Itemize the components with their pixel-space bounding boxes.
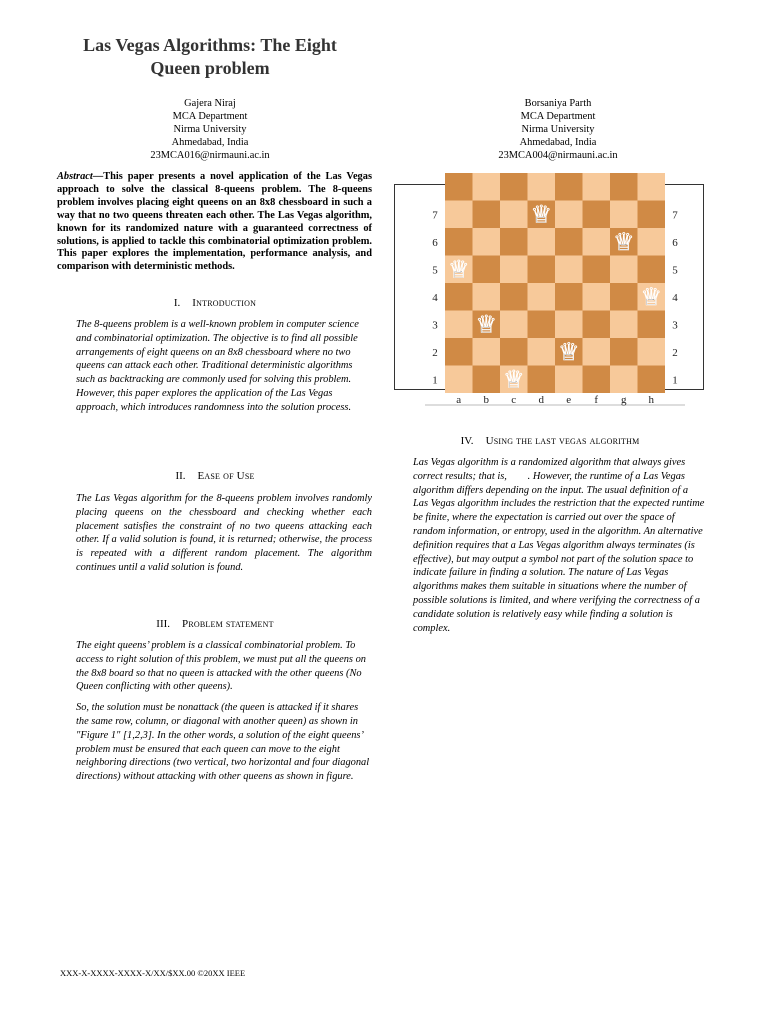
board-square [555, 228, 583, 256]
file-label: c [511, 394, 517, 406]
section-body-problem-statement [76, 639, 372, 784]
title-line-1: Las Vegas Algorithms: The Eight [83, 35, 337, 55]
queen-piece: ♕ [502, 365, 525, 394]
rank-label-right: 7 [672, 209, 678, 222]
section-title: Problem statement [182, 618, 274, 630]
author-email: 23MCA016@nirmauni.ac.in [150, 150, 270, 161]
board-square [528, 256, 556, 284]
file-label: d [538, 394, 544, 406]
board-square [610, 366, 638, 394]
board-square [638, 256, 666, 284]
queen-piece: ♕ [557, 337, 580, 366]
board-square [445, 201, 473, 229]
abstract-text: —This paper presents a novel application of the Las Vegas approach to solve the classical 8-queens problem. The 8-queens problem involves placing eight queens on an 8x8 chessboard in such a way that no two queens threaten each other. The Las Vegas algorithm, known for its randomized nature with a guaranteed correctness of solutions, is applied to tackle this combinatorial optimization problem. This paper explores the implementation, performance analysis, and comparison with deterministic methods. [57, 171, 372, 273]
board-square [555, 283, 583, 311]
rank-label-left: 5 [432, 264, 438, 277]
board-square [500, 311, 528, 339]
rank-label-right: 1 [672, 374, 678, 387]
rank-label-right: 6 [672, 236, 678, 249]
section-heading-las-vegas [400, 435, 700, 448]
board-square [638, 201, 666, 229]
author-city: Ahmedabad, India [519, 137, 597, 148]
board-square [473, 283, 501, 311]
board-square [583, 338, 611, 366]
paragraph: The eight queens’ problem is a classical combinatorial problem. To access to right solution of this problem, we must put all the queens on the 8x8 board so that no queen is attacked with the other queens (No Queen conflicting with other queens). [76, 640, 366, 693]
board-square [528, 366, 556, 394]
copyright-footer: XXX-X-XXXX-XXXX-X/XX/$XX.00 ©20XX IEEE [60, 968, 246, 978]
board-square [555, 201, 583, 229]
board-square [583, 201, 611, 229]
board-square [445, 173, 473, 201]
author-dept: MCA Department [520, 111, 596, 122]
queen-piece: ♕ [475, 310, 498, 339]
board-square [610, 283, 638, 311]
board-square [473, 201, 501, 229]
figure-chessboard [394, 184, 704, 406]
board-square [610, 173, 638, 201]
board-square [638, 311, 666, 339]
queen-piece: ♕ [612, 227, 635, 256]
board-square [610, 256, 638, 284]
section-title: Ease of Use [197, 470, 255, 482]
section-title: Using the last vegas algorithm [485, 435, 640, 447]
board-square [445, 228, 473, 256]
queen-piece: ♕ [447, 255, 470, 284]
board-square [500, 283, 528, 311]
rank-label-left: 4 [432, 291, 438, 304]
board-square [610, 201, 638, 229]
author-email: 23MCA004@nirmauni.ac.in [498, 150, 618, 161]
section-body-las-vegas [413, 456, 705, 635]
paragraph: So, the solution must be nonattack (the queen is attacked if it shares the same row, column, or diagonal with another queen) as shown in "Figure 1" [1,2,3]. In the other words, a solution of the eight queens’ problem must be ensured that each queen can move to the eight neighboring directions (two vertical, two horizontal and four diagonal directions) without attacking with other queens as shown in figure. [76, 702, 370, 783]
board-square [500, 201, 528, 229]
rank-label-left: 3 [432, 319, 438, 332]
board-square [555, 311, 583, 339]
board-square [528, 228, 556, 256]
board-square [555, 256, 583, 284]
rank-label-right: 3 [672, 319, 678, 332]
board-square [555, 366, 583, 394]
paragraph: The 8-queens problem is a well-known problem in computer science and combinatorial optimization. The objective is to find all possible arrangements of eight queens on an 8x8 chessboard where no two queens can attack each other. Traditional deterministic algorithms such as backtracking are commonly used for solving this problem. However, this paper explores the application of the Las Vegas approach, which introduces randomness into the solution process. [76, 319, 359, 413]
board-square [445, 338, 473, 366]
rank-label-right: 2 [672, 346, 678, 359]
board-square [473, 256, 501, 284]
rank-label-left: 7 [432, 209, 438, 222]
file-label: a [456, 394, 462, 406]
section-body-introduction [76, 318, 372, 415]
board-square [583, 173, 611, 201]
section-body-ease-of-use [76, 492, 372, 575]
board-square [638, 338, 666, 366]
file-label: g [621, 394, 627, 406]
author-university: Nirma University [521, 124, 595, 135]
author-name: Borsaniya Parth [524, 98, 592, 109]
board-square [500, 173, 528, 201]
chessboard-svg [425, 185, 678, 406]
section-number: III. [156, 618, 171, 630]
paper-title [50, 34, 370, 80]
board-square [528, 311, 556, 339]
board-square [445, 283, 473, 311]
paragraph: The Las Vegas algorithm for the 8-queens problem involves randomly placing queens on the chessboard and checking whether each placement satisfies the constraint of no two queens attacking each other. If a valid solution is found, it is returned; otherwise, the process is repeated with a different random placement. The algorithm continues until a valid solution is found. [76, 493, 372, 573]
board-square [638, 366, 666, 394]
board-square [610, 311, 638, 339]
section-number: II. [175, 470, 186, 482]
title-line-2: Queen problem [150, 58, 270, 78]
abstract [57, 171, 372, 274]
section-title: Introduction [192, 297, 257, 309]
board-square [610, 338, 638, 366]
board-square [473, 228, 501, 256]
board-square [445, 311, 473, 339]
section-number: I. [173, 297, 181, 309]
section-heading-ease-of-use [60, 470, 370, 483]
board-square [528, 173, 556, 201]
section-heading-problem-statement [60, 618, 370, 631]
abstract-lead: Abstract [57, 171, 93, 182]
paragraph: Las Vegas algorithm is a randomized algorithm that always gives correct results; that is, . However, the runtime of a Las Vegas algorithm differs depending on the input. The usual definition of a Las Vegas algorithm includes the restriction that the expected runtime be finite, where the expectation is carried out over the space of random information, or entropy, used in the algorithm. An alternative definition requires that a Las Vegas algorithm always terminates (is effective), but may output a symbol not part of the solution space to indicate failure in finding a solution. The nature of Las Vegas algorithms makes them suitable in situations where the number of possible solutions is limited, and where verifying the correctness of a candidate solution is relatively easy while finding a solution is complex. [413, 457, 707, 634]
board-square [583, 283, 611, 311]
board-square [473, 338, 501, 366]
rank-label-left: 6 [432, 236, 438, 249]
rank-label-left: 1 [432, 374, 438, 387]
file-label: h [648, 394, 654, 406]
author-city: Ahmedabad, India [171, 137, 249, 148]
board-square [473, 366, 501, 394]
board-square [445, 366, 473, 394]
board-square [528, 338, 556, 366]
queen-piece: ♕ [530, 200, 553, 229]
board-square [583, 366, 611, 394]
board-square [583, 311, 611, 339]
rank-label-right: 4 [672, 291, 678, 304]
file-label: b [483, 394, 489, 406]
author-university: Nirma University [173, 124, 247, 135]
board-square [500, 228, 528, 256]
author-block-2 [488, 97, 628, 162]
section-heading-introduction [60, 297, 370, 310]
author-name: Gajera Niraj [184, 98, 236, 109]
section-number: IV. [460, 435, 474, 447]
file-label: e [566, 394, 572, 406]
board-square [473, 173, 501, 201]
board-square [528, 283, 556, 311]
author-dept: MCA Department [172, 111, 248, 122]
rank-label-left: 2 [432, 346, 438, 359]
rank-label-right: 5 [672, 264, 678, 277]
file-label: f [594, 394, 599, 406]
board-square [500, 256, 528, 284]
queen-piece: ♕ [640, 282, 663, 311]
board-square [583, 228, 611, 256]
board-square [500, 338, 528, 366]
board-square [555, 173, 583, 201]
board-square [638, 173, 666, 201]
board-square [583, 256, 611, 284]
board-square [638, 228, 666, 256]
author-block-1 [140, 97, 280, 162]
